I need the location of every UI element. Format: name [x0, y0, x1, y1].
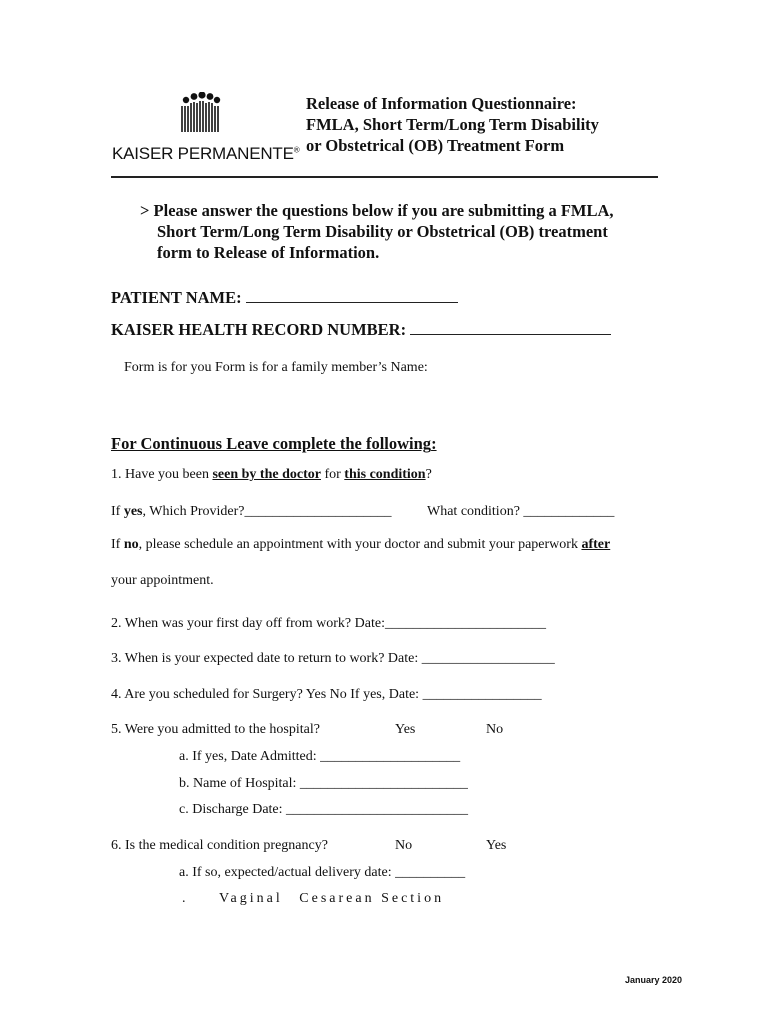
patient-name-label: PATIENT NAME: [111, 288, 242, 307]
question-5c[interactable]: c. Discharge Date: __________________________ [179, 802, 469, 817]
question-5-yes[interactable]: Yes [395, 722, 416, 737]
question-6a[interactable]: a. If so, expected/actual delivery date: __________ [179, 865, 466, 880]
form-title [306, 93, 599, 156]
header-divider [111, 176, 658, 178]
question-1-no: If no, please schedule an appointment with your doctor and submit your paperwork after [111, 537, 611, 552]
delivery-bullet: . [182, 891, 189, 906]
question-4[interactable]: 4. Are you scheduled for Surgery? Yes No If yes, Date: _________________ [111, 687, 542, 702]
question-5b[interactable]: b. Name of Hospital: ________________________ [179, 776, 468, 791]
question-6: 6. Is the medical condition pregnancy? [111, 838, 328, 853]
question-1-condition[interactable]: What condition? _____________ [427, 504, 615, 519]
instructions [140, 200, 614, 263]
question-5: 5. Were you admitted to the hospital? [111, 722, 320, 737]
question-5-no[interactable]: No [486, 722, 504, 737]
question-2[interactable]: 2. When was your first day off from work? Date:_______________________ [111, 616, 546, 631]
patient-name-field[interactable] [246, 288, 458, 303]
question-1-no-cont: your appointment. [111, 573, 214, 588]
logo-wordmark: KAISER PERMANENTE® [112, 144, 300, 163]
delivery-vaginal[interactable]: Vaginal [219, 891, 283, 906]
health-record-row [111, 320, 611, 340]
instructions-line-3: form to Release of Information. [157, 243, 380, 262]
delivery-cesarean[interactable]: Cesarean Section [299, 891, 445, 906]
question-3[interactable]: 3. When is your expected date to return to work? Date: ___________________ [111, 651, 555, 666]
patient-name-row [111, 288, 458, 308]
question-6-yes[interactable]: Yes [486, 838, 507, 853]
instructions-line-1: > Please answer the questions below if you are submitting a FMLA, [140, 201, 614, 220]
question-5a[interactable]: a. If yes, Date Admitted: ____________________ [179, 749, 461, 764]
footer-date: January 2020 [624, 975, 682, 985]
delivery-type-row [182, 891, 444, 907]
title-line-2: FMLA, Short Term/Long Term Disability [306, 115, 599, 134]
health-record-label: KAISER HEALTH RECORD NUMBER: [111, 320, 407, 339]
question-1-yes[interactable]: If yes, Which Provider?_____________________ [111, 504, 392, 519]
instructions-line-2: Short Term/Long Term Disability or Obstetrical (OB) treatment [157, 222, 608, 241]
title-line-1: Release of Information Questionnaire: [306, 94, 577, 113]
kaiser-people-icon [178, 92, 222, 134]
kaiser-logo [112, 92, 302, 164]
section-heading: For Continuous Leave complete the following: [111, 434, 437, 453]
question-6-no[interactable]: No [395, 838, 413, 853]
title-line-3: or Obstetrical (OB) Treatment Form [306, 136, 565, 155]
question-1: 1. Have you been seen by the doctor for this condition? [111, 467, 432, 482]
form-for-text: Form is for you Form is for a family member’s Name: [124, 360, 428, 375]
health-record-field[interactable] [410, 320, 611, 335]
